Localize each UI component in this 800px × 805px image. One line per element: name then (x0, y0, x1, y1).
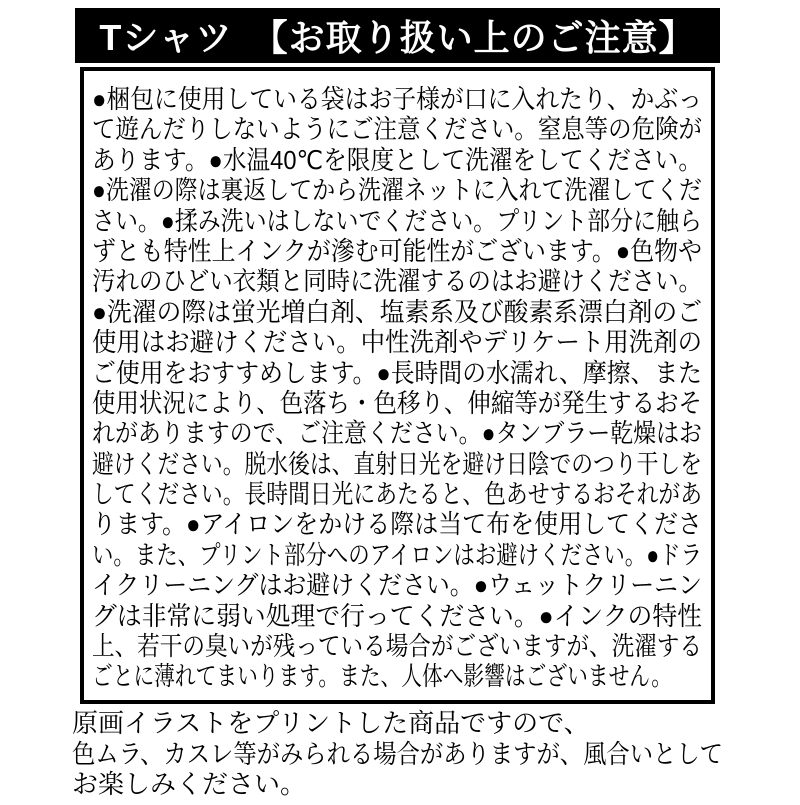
care-instruction-text: グは非常に弱い処理で行ってください。●インクの特性 (92, 600, 702, 631)
note-text: 原画イラストをプリントした商品ですので、 (72, 708, 590, 738)
care-instruction-text: ご使用をおすすめします。●長時間の水濡れ、摩擦、また (92, 357, 702, 388)
care-instruction-line (92, 266, 702, 296)
care-instruction-text: 避けください。脱水後は、直射日光を避け日陰でのつり干しを (92, 448, 702, 479)
care-instruction-line (92, 509, 702, 539)
note-line (72, 708, 723, 739)
care-instruction-line (92, 358, 702, 388)
note-line (72, 739, 723, 770)
care-instruction-line (92, 327, 702, 357)
care-instruction-text: て遊んだりしないようにご注意ください。窒息等の危険が (92, 114, 702, 145)
care-instruction-text: れがありますので、ご注意ください。●タンブラー乾燥はお (92, 418, 702, 449)
care-instruction-line (92, 540, 702, 570)
print-quality-note (72, 708, 723, 800)
note-line (72, 769, 723, 800)
care-instruction-text: 上、若干の臭いが残っている場合がございますが、洗濯する (92, 631, 702, 662)
care-instruction-line (92, 236, 702, 266)
care-instruction-text: ●梱包に使用している袋はお子様が口に入れたり、かぶっ (92, 84, 702, 114)
title-bar (75, 8, 720, 63)
care-instruction-text: ●洗濯の際は蛍光増白剤、塩素系及び酸素系漂白剤のご (92, 296, 702, 327)
care-instruction-line (92, 388, 702, 418)
care-instruction-line (92, 570, 702, 600)
care-instruction-line (92, 114, 702, 144)
care-instruction-line (92, 418, 702, 448)
care-instruction-text: 汚れのひどい衣類と同時に洗濯するのはお避けください。 (92, 266, 702, 297)
care-instruction-line (92, 84, 702, 114)
note-text: 色ムラ、カスレ等がみられる場合がありますが、風合いとして (72, 738, 723, 769)
notice-title: Tシャツ 【お取り扱い上のご注意】 (99, 17, 696, 58)
care-instruction-text: あります。●水温40℃を限度として洗濯をしてください。 (92, 144, 702, 175)
care-instruction-line (92, 297, 702, 327)
care-instruction-line (92, 661, 702, 691)
care-instruction-text: イクリーニングはお避けください。●ウェットクリーニン (92, 570, 702, 601)
care-instruction-line (92, 449, 702, 479)
care-instruction-line (92, 479, 702, 509)
care-instruction-line (92, 175, 702, 205)
care-instruction-text: さい。●揉み洗いはしないでください。プリント部分に触ら (92, 205, 702, 236)
note-text: お楽しみください。 (72, 769, 307, 799)
care-instruction-line (92, 145, 702, 175)
care-instruction-line (92, 206, 702, 236)
care-instruction-text: ずとも特性上インクが滲む可能性がございます。●色物や (92, 235, 702, 266)
care-instruction-text: ります。●アイロンをかける際は当て布を使用してくださ (92, 509, 702, 540)
care-instructions-box (80, 67, 715, 704)
care-instruction-text: い。また、プリント部分へのアイロンはお避けください。●ドラ (92, 539, 702, 570)
care-instruction-text: してください。長時間日光にあたると、色あせするおそれがあ (92, 479, 702, 510)
care-instruction-text: ●洗濯の際は裏返してから洗濯ネットに入れて洗濯してくだ (92, 175, 702, 206)
care-instruction-text: 使用はお避けください。中性洗剤やデリケート用洗剤の (92, 327, 702, 358)
care-instruction-text: 使用状況により、色落ち・色移り、伸縮等が発生するおそ (92, 387, 702, 418)
care-instruction-line (92, 601, 702, 631)
care-instruction-text: ごとに薄れてまいります。また、人体へ影響はございません。 (92, 661, 672, 692)
care-instruction-line (92, 631, 702, 661)
